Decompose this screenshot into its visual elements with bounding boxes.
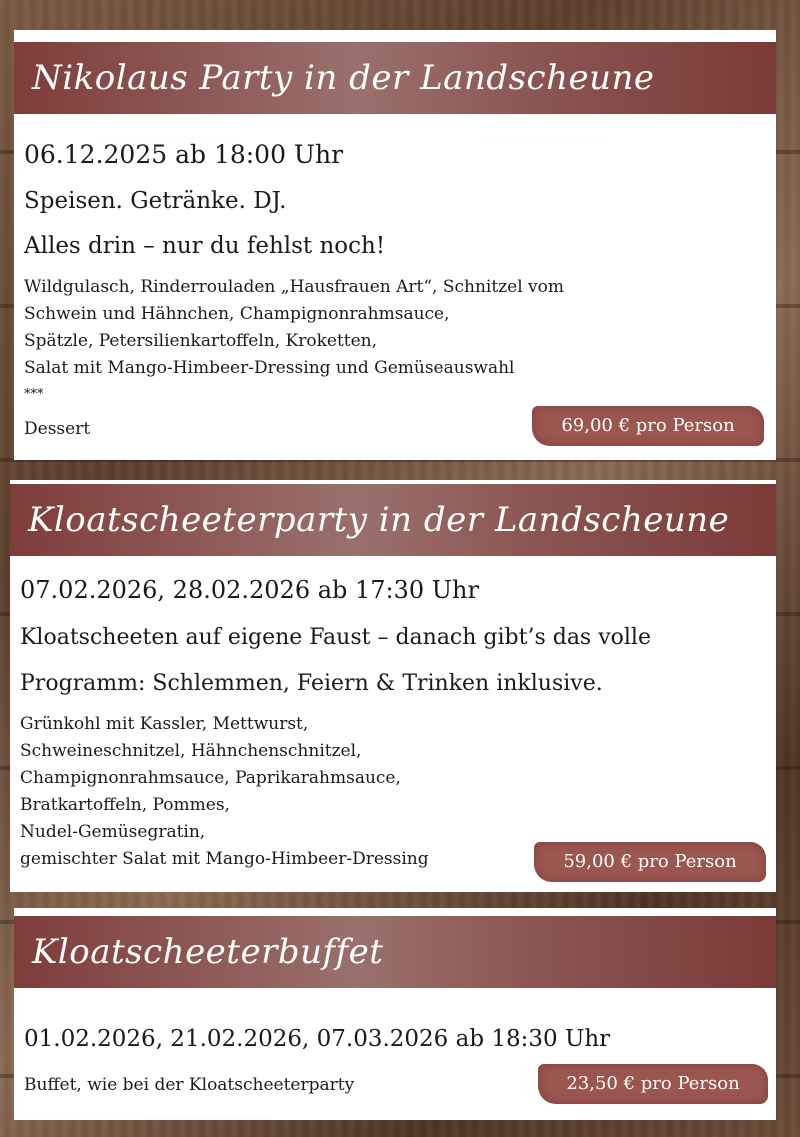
event-card-nikolaus <box>14 30 776 460</box>
event-title-banner: Nikolaus Party in der Landscheune <box>14 42 776 114</box>
event-tagline: Speisen. Getränke. DJ. <box>24 188 287 214</box>
price-tag: 69,00 € pro Person <box>532 406 764 446</box>
menu-line: gemischter Salat mit Mango-Himbeer-Dressing <box>20 849 429 869</box>
event-card-kloatscheeterbuffet <box>14 908 776 1120</box>
menu-line: Wildgulasch, Rinderrouladen „Hausfrauen Art“, Schnitzel vom <box>24 277 565 297</box>
event-card-kloatscheeterparty <box>10 480 776 892</box>
event-tagline-2: Programm: Schlemmen, Feiern & Trinken inklusive. <box>20 671 603 696</box>
menu-line: Salat mit Mango-Himbeer-Dressing und Gemüseauswahl <box>24 358 515 378</box>
price-tag: 59,00 € pro Person <box>534 842 766 882</box>
menu-line: Bratkartoffeln, Pommes, <box>20 795 230 815</box>
menu-line: Spätzle, Petersilienkartoffeln, Kroketten, <box>24 331 378 351</box>
event-title-banner: Kloatscheeterparty in der Landscheune <box>10 484 776 556</box>
event-tagline-2: Alles drin – nur du fehlst noch! <box>24 233 386 259</box>
menu-line: Nudel-Gemüsegratin, <box>20 822 206 842</box>
menu-line: Schwein und Hähnchen, Champignonrahmsauce, <box>24 304 450 324</box>
price-tag: 23,50 € pro Person <box>538 1064 768 1104</box>
menu-separator: *** <box>24 387 44 402</box>
event-date: 07.02.2026, 28.02.2026 ab 17:30 Uhr <box>20 576 479 604</box>
menu-line: Grünkohl mit Kassler, Mettwurst, <box>20 714 309 734</box>
menu-line: Dessert <box>24 419 91 439</box>
menu-line: Champignonrahmsauce, Paprikarahmsauce, <box>20 768 401 788</box>
event-title-banner: Kloatscheeterbuffet <box>14 916 776 988</box>
event-date: 01.02.2026, 21.02.2026, 07.03.2026 ab 18:30 Uhr <box>24 1026 611 1052</box>
event-description: Buffet, wie bei der Kloatscheeterparty <box>24 1075 355 1095</box>
event-date: 06.12.2025 ab 18:00 Uhr <box>24 140 344 169</box>
menu-line: Schweineschnitzel, Hähnchenschnitzel, <box>20 741 362 761</box>
event-tagline: Kloatscheeten auf eigene Faust – danach gibt’s das volle <box>20 625 651 650</box>
